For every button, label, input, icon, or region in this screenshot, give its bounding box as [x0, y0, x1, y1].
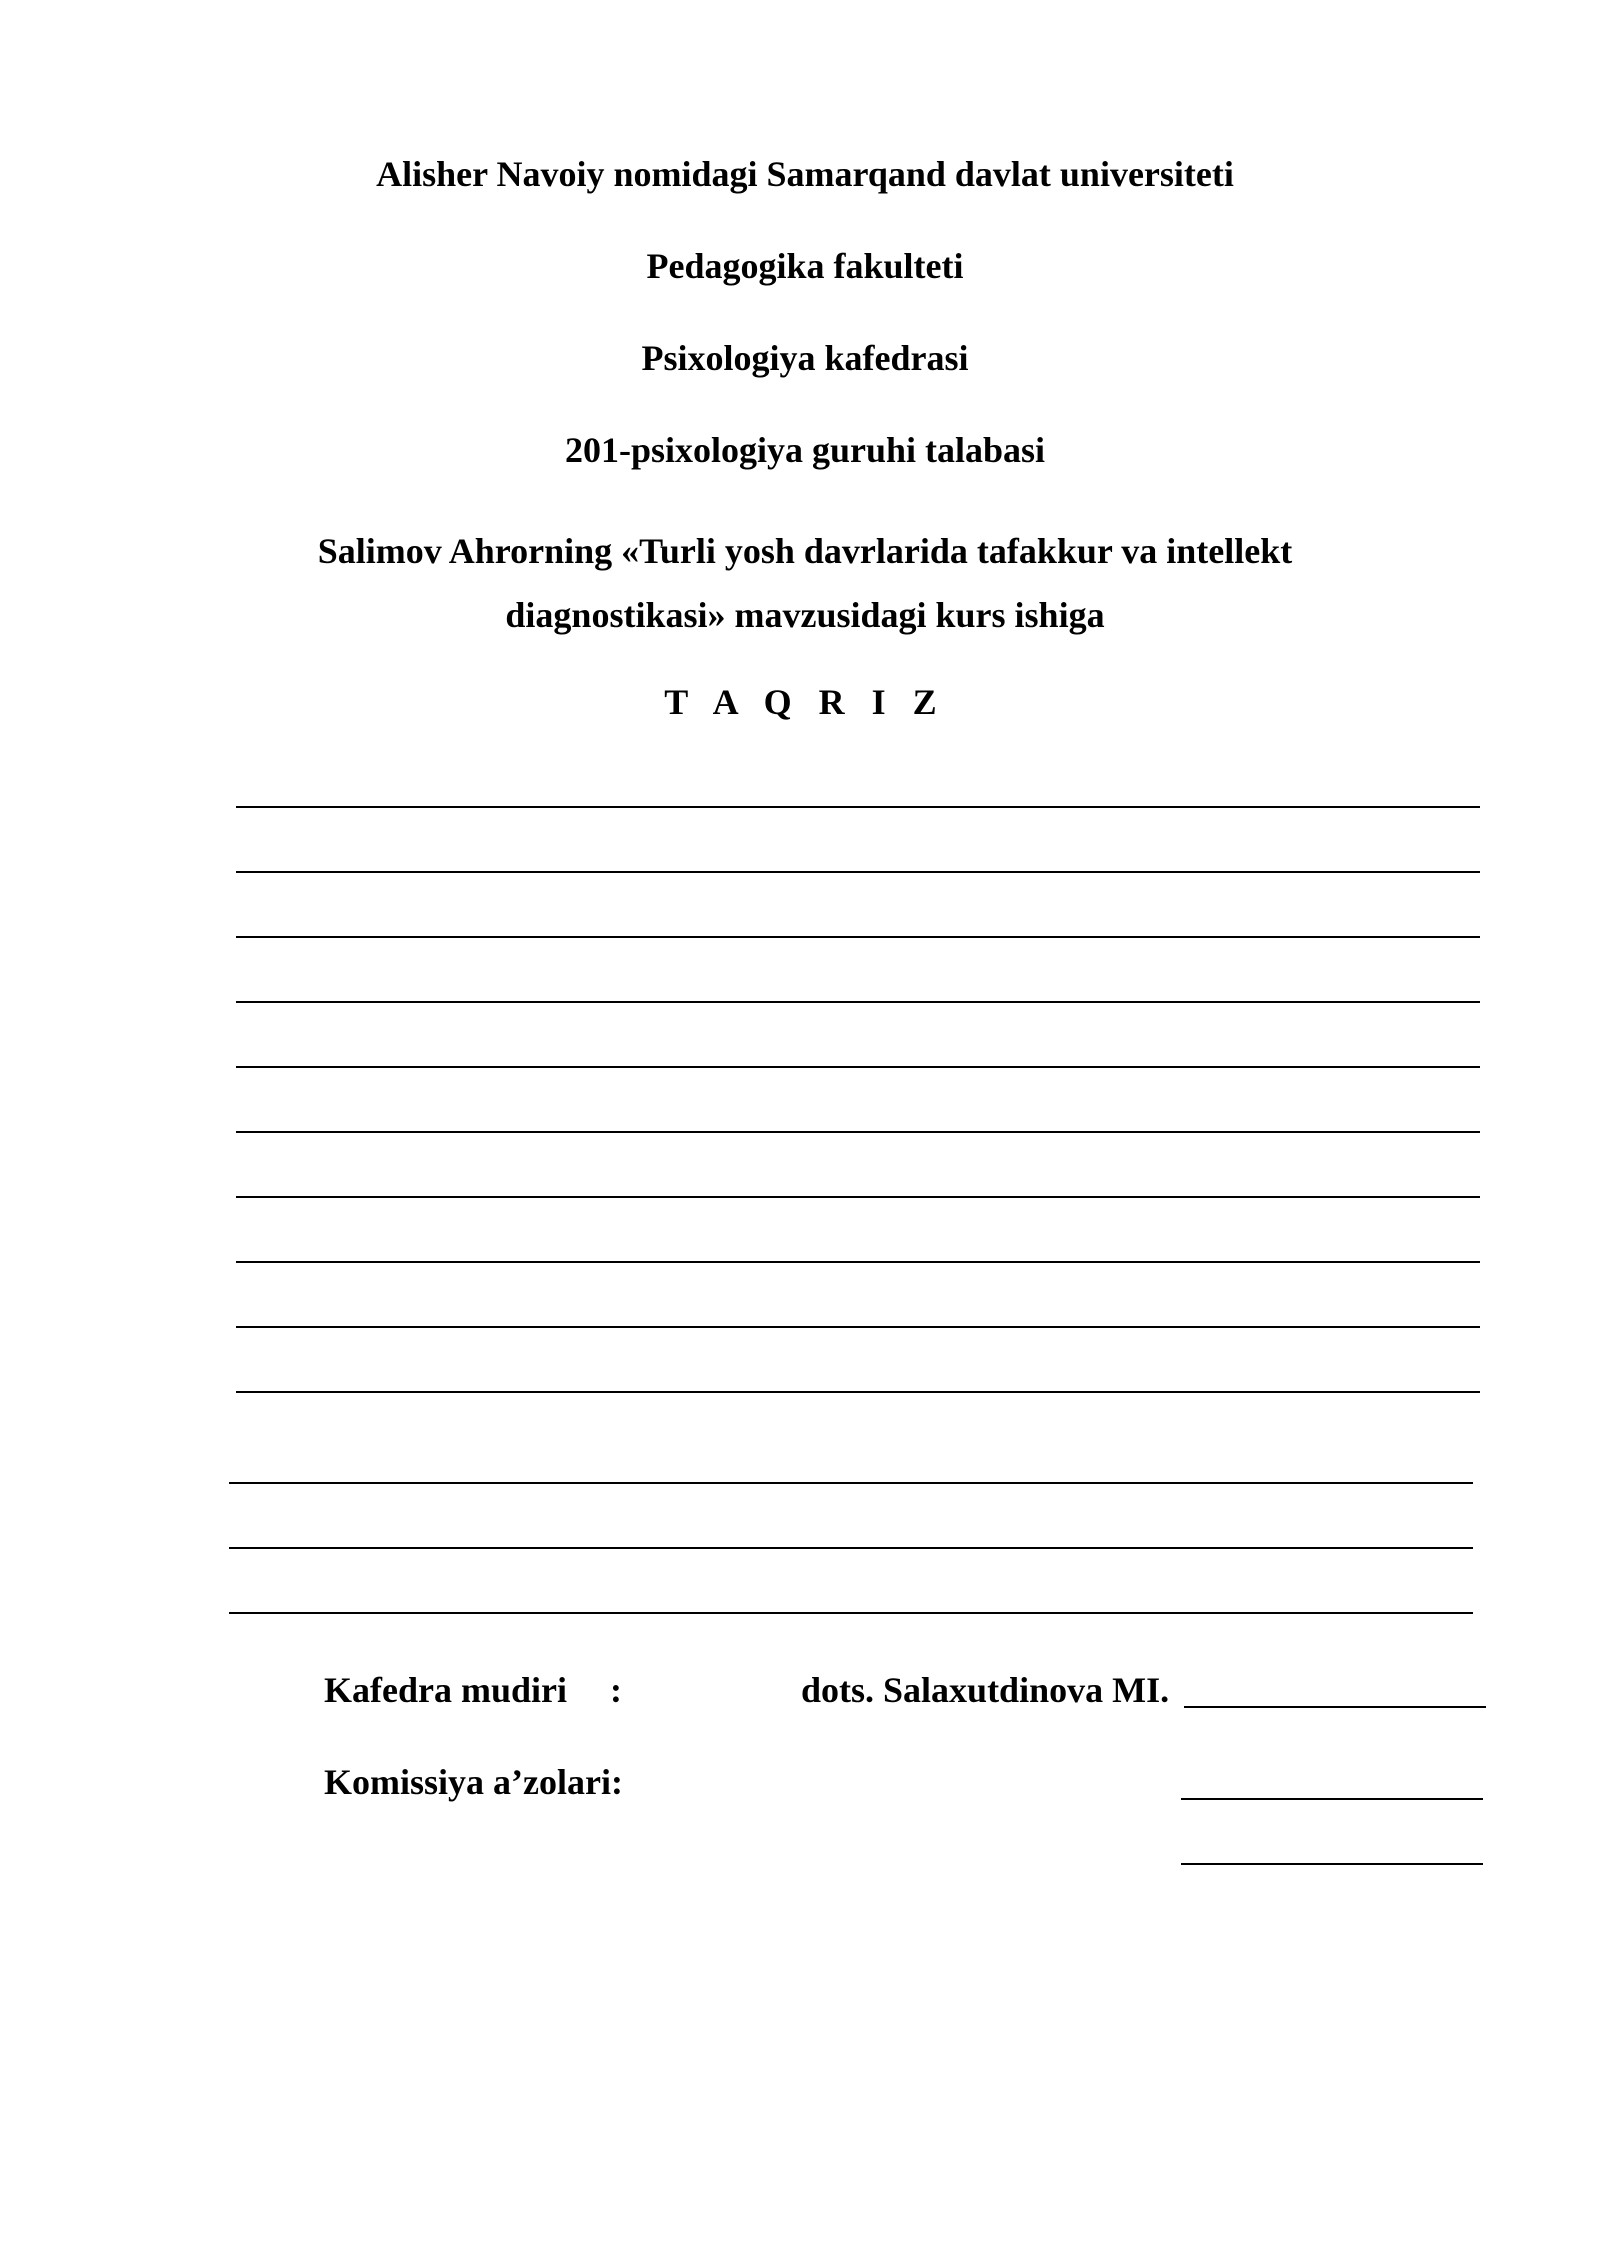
- commission-signature-line: [1181, 1863, 1483, 1865]
- review-blank-line: [236, 1196, 1480, 1198]
- review-blank-line: [229, 1547, 1473, 1549]
- head-of-department-name: dots. Salaxutdinova MI.: [801, 1670, 1170, 1710]
- head-of-department-label: Kafedra mudiri: [324, 1670, 567, 1710]
- head-signature-line: [1184, 1706, 1486, 1708]
- topic-line-1: Salimov Ahrorning «Turli yosh davrlarida tafakkur va intellekt: [317, 531, 1293, 571]
- review-blank-line: [236, 806, 1480, 808]
- review-blank-line: [236, 1326, 1480, 1328]
- topic-line-2: diagnostikasi» mavzusidagi kurs ishiga: [505, 595, 1105, 635]
- review-blank-line: [236, 936, 1480, 938]
- coursework-topic: [5, 519, 1600, 647]
- review-blank-line: [236, 1131, 1480, 1133]
- student-group: 201-psixologiya guruhi talabasi: [564, 430, 1046, 470]
- commission-signature-line: [1181, 1798, 1483, 1800]
- faculty-name: Pedagogika fakulteti: [646, 246, 964, 286]
- department-name: Psixologiya kafedrasi: [641, 338, 969, 378]
- review-blank-line: [236, 871, 1480, 873]
- review-blank-line: [236, 1066, 1480, 1068]
- review-blank-line: [236, 1001, 1480, 1003]
- university-name: Alisher Navoiy nomidagi Samarqand davlat universiteti: [376, 154, 1234, 194]
- review-blank-line: [229, 1612, 1473, 1614]
- head-of-department-colon: :: [610, 1670, 622, 1710]
- review-blank-line: [229, 1482, 1473, 1484]
- commission-members-label: Komissiya a’zolari:: [324, 1762, 623, 1802]
- review-blank-line: [236, 1261, 1480, 1263]
- review-blank-line: [236, 1391, 1480, 1393]
- document-title: T A Q R I Z: [664, 682, 946, 722]
